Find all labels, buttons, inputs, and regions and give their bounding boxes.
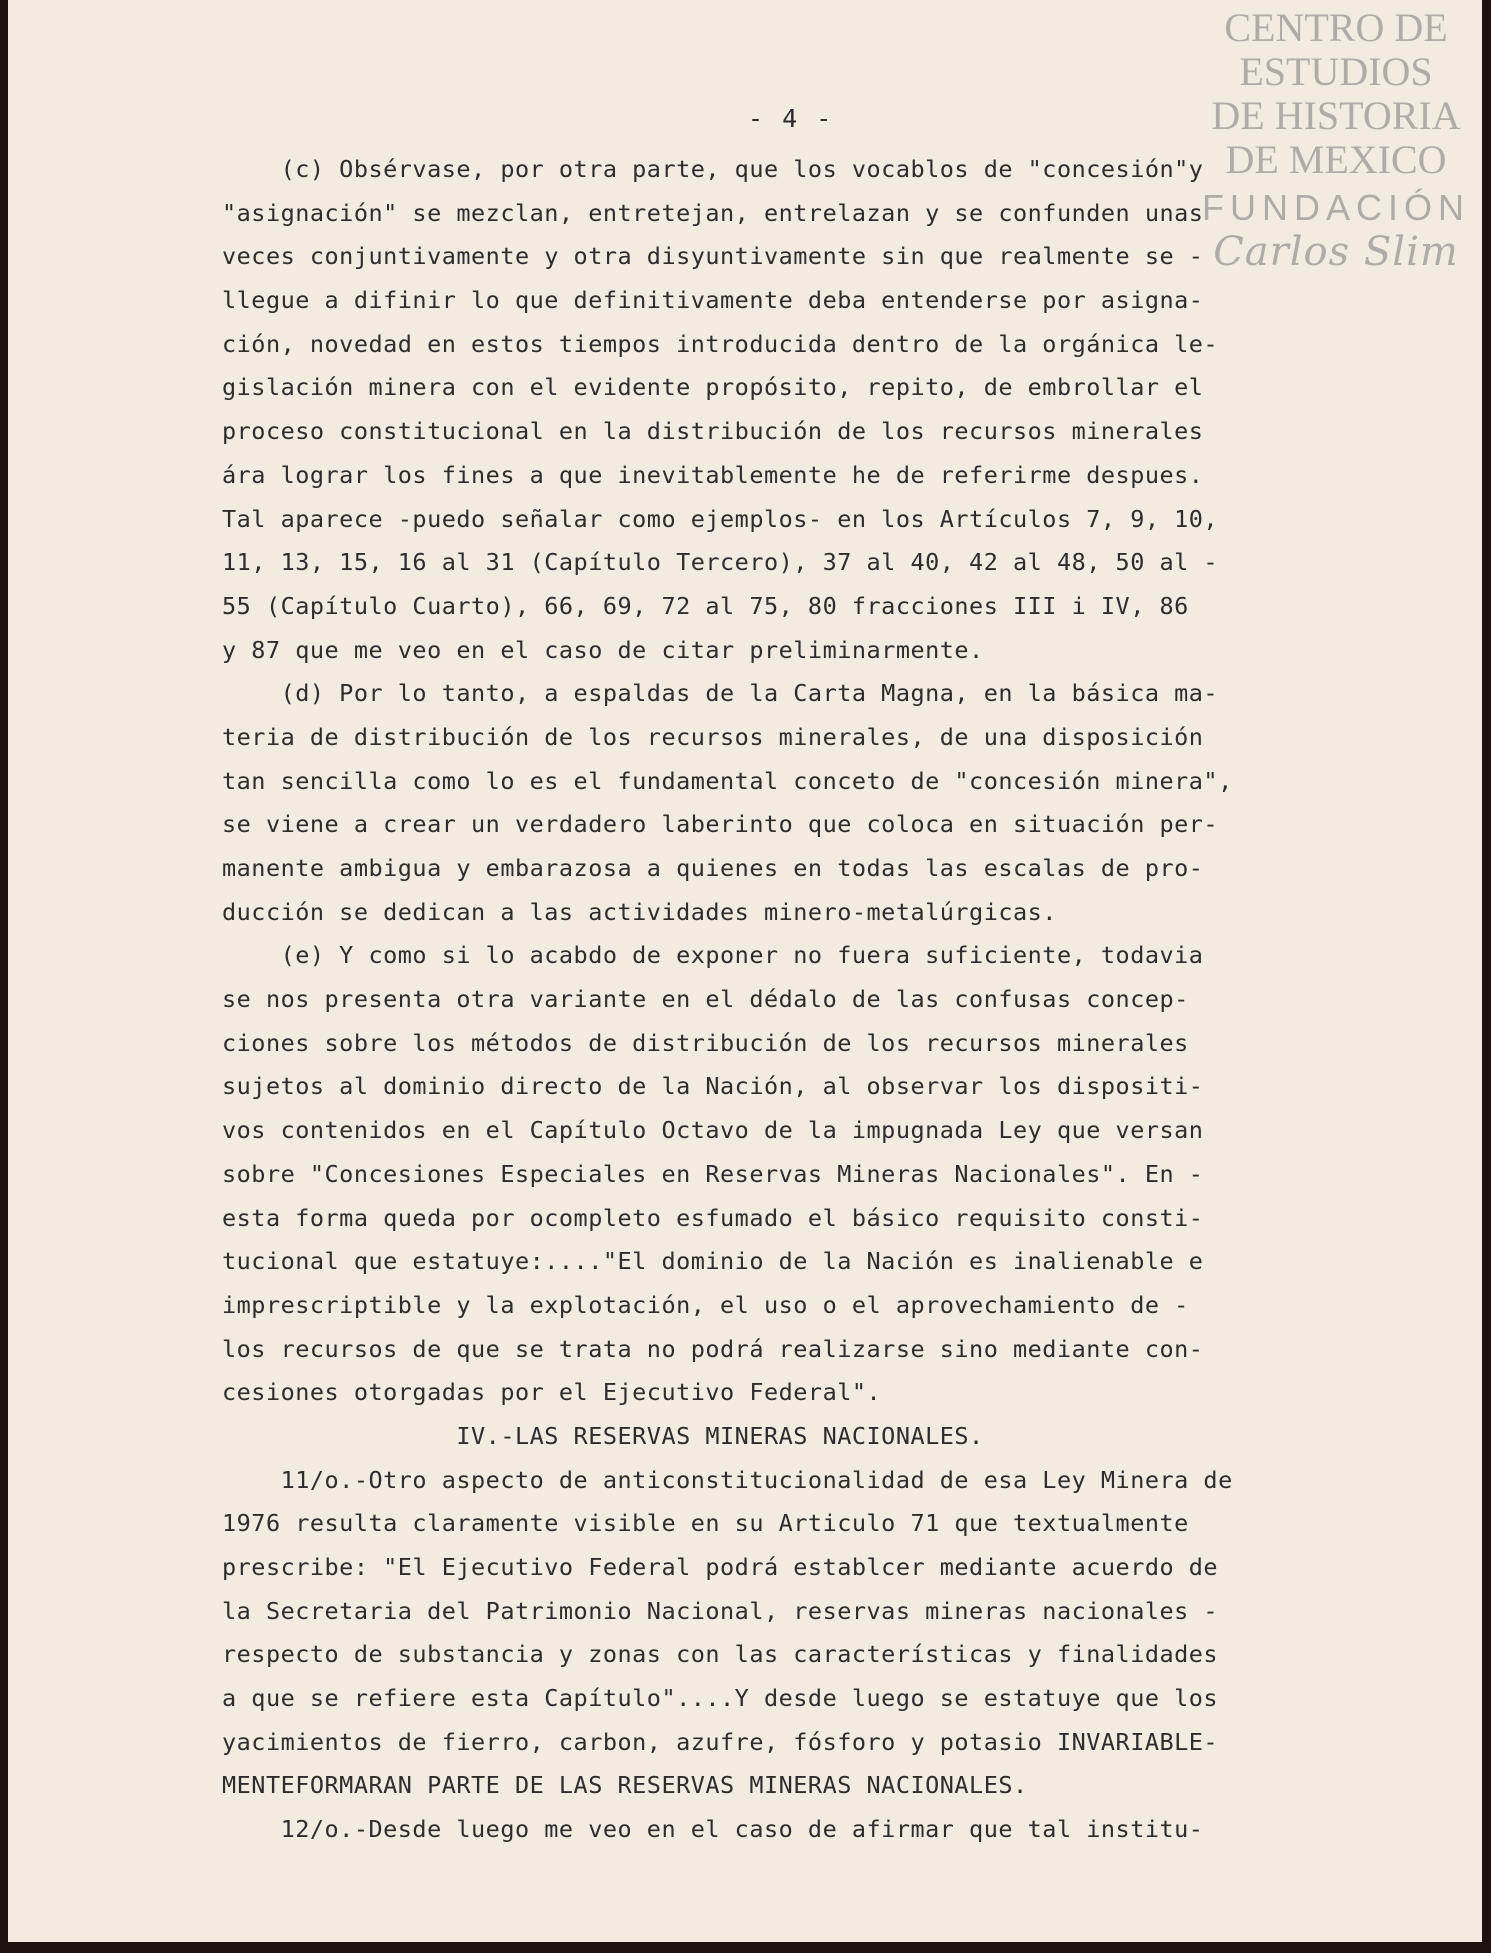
text-line: yacimientos de fierro, carbon, azufre, fósforo y potasio INVARIABLE- xyxy=(222,1727,1219,1756)
text-line: imprescriptible y la explotación, el uso o el aprovechamiento de - xyxy=(222,1290,1189,1319)
watermark-fundacion: FUNDACIÓN xyxy=(1202,187,1470,228)
text-line: se viene a crear un verdadero laberinto que coloca en situación per- xyxy=(222,810,1219,839)
text-line: sujetos al dominio directo de la Nación, al observar los dispositi- xyxy=(222,1072,1204,1101)
text-line: cesiones otorgadas por el Ejecutivo Federal". xyxy=(222,1378,882,1407)
text-line: gislación minera con el evidente propósito, repito, de embrollar el xyxy=(222,373,1204,402)
watermark-line: ESTUDIOS xyxy=(1239,49,1433,94)
section-heading: IV.-LAS RESERVAS MINERAS NACIONALES. xyxy=(222,1421,984,1450)
text-line: teria de distribución de los recursos minerales, de una disposición xyxy=(222,722,1204,751)
text-line: (e) Y como si lo acabdo de exponer no fuera suficiente, todavia xyxy=(222,941,1204,970)
watermark-line: DE MEXICO xyxy=(1225,137,1447,182)
text-line: 11/o.-Otro aspecto de anticonstitucionalidad de esa Ley Minera de xyxy=(222,1465,1233,1494)
text-line: vos contenidos en el Capítulo Octavo de la impugnada Ley que versan xyxy=(222,1116,1204,1145)
watermark-line: DE HISTORIA xyxy=(1211,93,1461,138)
text-line: ciones sobre los métodos de distribución de los recursos minerales xyxy=(222,1028,1189,1057)
text-line: 11, 13, 15, 16 al 31 (Capítulo Tercero), 37 al 40, 42 al 48, 50 al - xyxy=(222,548,1219,577)
text-line: ára lograr los fines a que inevitablemente he de referirme despues. xyxy=(222,460,1204,489)
text-line: (c) Obsérvase, por otra parte, que los vocablos de "concesión"y xyxy=(222,155,1204,183)
text-line: 1976 resulta claramente visible en su Articulo 71 que textualmente xyxy=(222,1509,1189,1538)
text-line: proceso constitucional en la distribución de los recursos minerales xyxy=(222,417,1204,446)
text-line: tucional que estatuye:...."El dominio de la Nación es inalienable e xyxy=(222,1247,1204,1276)
text-line: los recursos de que se trata no podrá realizarse sino mediante con- xyxy=(222,1334,1204,1363)
text-line: a que se refiere esta Capítulo"....Y desde luego se estatuye que los xyxy=(222,1684,1219,1713)
text-line: y 87 que me veo en el caso de citar preliminarmente. xyxy=(222,635,984,664)
body-text xyxy=(222,148,1452,1852)
text-line: manente ambigua y embarazosa a quienes en todas las escalas de pro- xyxy=(222,854,1204,882)
document-page xyxy=(8,0,1482,1942)
text-line: se nos presenta otra variante en el dédalo de las confusas concep- xyxy=(222,985,1189,1014)
text-line: ción, novedad en estos tiempos introducida dentro de la orgánica le- xyxy=(222,329,1219,358)
text-line: veces conjuntivamente y otra disyuntivamente sin que realmente se - xyxy=(222,242,1204,271)
text-line: prescribe: "El Ejecutivo Federal podrá establcer mediante acuerdo de xyxy=(222,1553,1219,1581)
text-line: 12/o.-Desde luego me veo en el caso de afirmar que tal institu- xyxy=(222,1815,1204,1844)
text-line: (d) Por lo tanto, a espaldas de la Carta Magna, en la básica ma- xyxy=(222,679,1219,708)
text-line: "asignación" se mezclan, entretejan, entrelazan y se confunden unas xyxy=(222,198,1204,227)
text-line: la Secretaria del Patrimonio Nacional, reservas mineras nacionales - xyxy=(222,1596,1219,1625)
text-line: sobre "Concesiones Especiales en Reservas Mineras Nacionales". En - xyxy=(222,1159,1204,1188)
page-number: - 4 - xyxy=(748,104,834,133)
watermark-signature: Carlos Slim xyxy=(1213,229,1459,275)
text-line: respecto de substancia y zonas con las características y finalidades xyxy=(222,1640,1219,1669)
text-line: 55 (Capítulo Cuarto), 66, 69, 72 al 75, 80 fracciones III i IV, 86 xyxy=(222,591,1189,620)
text-line: llegue a difinir lo que definitivamente deba entenderse por asigna- xyxy=(222,286,1204,315)
text-line: tan sencilla como lo es el fundamental conceto de "concesión minera", xyxy=(222,766,1233,795)
text-line: ducción se dedican a las actividades minero-metalúrgicas. xyxy=(222,897,1057,926)
text-line: Tal aparece -puedo señalar como ejemplos- en los Artículos 7, 9, 10, xyxy=(222,504,1219,533)
watermark-line: CENTRO DE xyxy=(1224,5,1448,50)
text-line: MENTEFORMARAN PARTE DE LAS RESERVAS MINERAS NACIONALES. xyxy=(222,1771,1028,1800)
text-line: esta forma queda por ocompleto esfumado el básico requisito consti- xyxy=(222,1203,1204,1232)
